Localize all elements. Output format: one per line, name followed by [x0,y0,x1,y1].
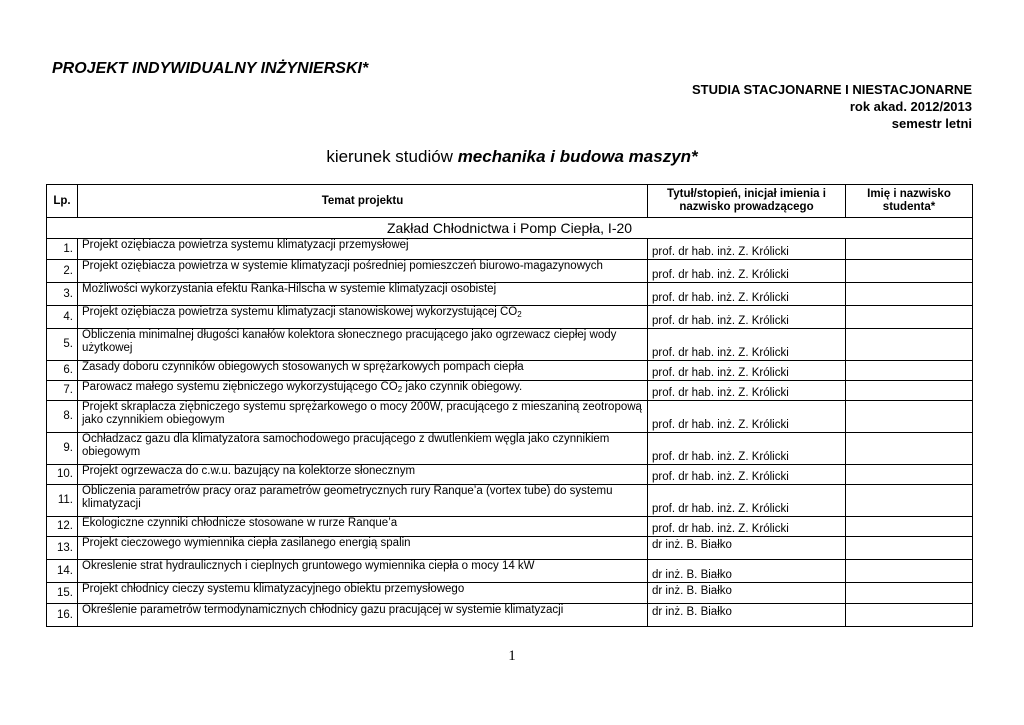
row-number: 3. [47,283,78,306]
project-topic [78,306,648,329]
student-name-cell[interactable] [846,583,973,604]
supervisor: dr inż. B. Białko [648,537,846,560]
student-name-cell[interactable] [846,239,973,260]
department-row [47,218,973,239]
project-topic: Projekt skraplacza ziębniczego systemu sprężarkowego o mocy 200W, pracującego z mieszaniną zeotropową jako czynnikiem obiegowym [78,401,648,433]
supervisor: prof. dr hab. inż. Z. Królicki [648,329,846,361]
table-row [47,239,973,260]
student-name-cell[interactable] [846,560,973,583]
project-topic: Ekologiczne czynniki chłodnicze stosowane w rurze Ranque’a [78,517,648,537]
student-name-cell[interactable] [846,604,973,627]
project-topic: Projekt oziębiacza powietrza w systemie klimatyzacji pośredniej pomieszczeń biurowo-magazynowych [78,260,648,283]
row-number: 6. [47,361,78,381]
table-row [47,329,973,361]
project-topic: Możliwości wykorzystania efektu Ranka-Hilscha w systemie klimatyzacji osobistej [78,283,648,306]
topic-text: Projekt oziębiacza powietrza systemu klimatyzacji stanowiskowej wykorzystującej CO [82,306,518,318]
supervisor: prof. dr hab. inż. Z. Królicki [648,381,846,401]
row-number: 13. [47,537,78,560]
student-name-cell[interactable] [846,401,973,433]
student-name-cell[interactable] [846,433,973,465]
project-topic: Obliczenia parametrów pracy oraz parametrów geometrycznych rury Ranque’a (vortex tube) do systemu klimatyzacji [78,485,648,517]
row-number: 11. [47,485,78,517]
row-number: 9. [47,433,78,465]
table-row [47,465,973,485]
project-topic: Okreslenie strat hydraulicznych i cieplnych gruntowego wymiennika ciepła o mocy 14 kW [78,560,648,583]
header-lp: Lp. [47,185,78,218]
row-number: 15. [47,583,78,604]
page-number: 1 [508,648,516,664]
field-prefix: kierunek studiów [326,147,453,166]
supervisor: prof. dr hab. inż. Z. Królicki [648,239,846,260]
table-row [47,433,973,465]
table-row [47,583,973,604]
project-topic: Określenie parametrów termodynamicznych chłodnicy gazu pracującej w systemie klimatyzacji [78,604,648,627]
row-number: 8. [47,401,78,433]
projects-table [46,184,973,627]
row-number: 2. [47,260,78,283]
project-topic: Zasady doboru czynników obiegowych stosowanych w sprężarkowych pompach ciepła [78,361,648,381]
table-row [47,560,973,583]
table-header-row [47,185,973,218]
supervisor: prof. dr hab. inż. Z. Królicki [648,517,846,537]
student-name-cell[interactable] [846,329,973,361]
supervisor: prof. dr hab. inż. Z. Królicki [648,361,846,381]
row-number: 7. [47,381,78,401]
student-name-cell[interactable] [846,537,973,560]
student-name-cell[interactable] [846,361,973,381]
student-name-cell[interactable] [846,306,973,329]
field-of-study [0,147,1024,167]
project-topic: Ochładzacz gazu dla klimatyzatora samochodowego pracującego z dwutlenkiem węgla jako czynnikiem obiegowym [78,433,648,465]
table-row [47,260,973,283]
supervisor: dr inż. B. Białko [648,604,846,627]
document-title: PROJEKT INDYWIDUALNY INŻYNIERSKI* [52,60,369,77]
row-number: 16. [47,604,78,627]
student-name-cell[interactable] [846,465,973,485]
project-topic: Projekt ogrzewacza do c.w.u. bazujący na kolektorze słonecznym [78,465,648,485]
supervisor: dr inż. B. Białko [648,583,846,604]
supervisor: dr inż. B. Białko [648,560,846,583]
row-number: 5. [47,329,78,361]
table-row [47,381,973,401]
supervisor: prof. dr hab. inż. Z. Królicki [648,465,846,485]
semester: semestr letni [891,116,972,131]
table-row [47,306,973,329]
topic-subscript: 2 [517,310,522,319]
row-number: 14. [47,560,78,583]
row-number: 10. [47,465,78,485]
department-name: Zakład Chłodnictwa i Pomp Ciepła, I-20 [47,218,973,239]
supervisor: prof. dr hab. inż. Z. Królicki [648,306,846,329]
table-row [47,604,973,627]
supervisor: prof. dr hab. inż. Z. Królicki [648,283,846,306]
table-row [47,361,973,381]
student-name-cell[interactable] [846,485,973,517]
supervisor: prof. dr hab. inż. Z. Królicki [648,401,846,433]
table-row [47,283,973,306]
topic-text: Parowacz małego systemu ziębniczego wykorzystującego CO [82,381,398,393]
field-name: mechanika i budowa maszyn* [457,147,698,166]
row-number: 1. [47,239,78,260]
header-student: Imię i nazwisko studenta* [846,185,973,218]
project-topic [78,381,648,401]
table-row [47,485,973,517]
student-name-cell[interactable] [846,283,973,306]
study-info-block [692,81,972,132]
academic-year: rok akad. 2012/2013 [849,99,972,114]
student-name-cell[interactable] [846,517,973,537]
supervisor: prof. dr hab. inż. Z. Królicki [648,433,846,465]
row-number: 12. [47,517,78,537]
table-row [47,401,973,433]
header-topic: Temat projektu [78,185,648,218]
supervisor: prof. dr hab. inż. Z. Królicki [648,485,846,517]
student-name-cell[interactable] [846,381,973,401]
supervisor: prof. dr hab. inż. Z. Królicki [648,260,846,283]
project-topic: Projekt oziębiacza powietrza systemu klimatyzacji przemysłowej [78,239,648,260]
table-row [47,537,973,560]
row-number: 4. [47,306,78,329]
header-supervisor: Tytuł/stopień, inicjał imienia i nazwisko prowadzącego [648,185,846,218]
table-row [47,517,973,537]
project-topic: Projekt cieczowego wymiennika ciepła zasilanego energią spalin [78,537,648,560]
topic-subscript: 2 [397,385,403,394]
student-name-cell[interactable] [846,260,973,283]
study-mode: STUDIA STACJONARNE I NIESTACJONARNE [691,82,972,97]
project-topic: Obliczenia minimalnej długości kanałów kolektora słonecznego pracującego jako ogrzewacz ciepłej wody użytkowej [78,329,648,361]
project-topic: Projekt chłodnicy cieczy systemu klimatyzacyjnego obiektu przemysłowego [78,583,648,604]
topic-text-tail: jako czynnik obiegowy. [402,381,523,393]
